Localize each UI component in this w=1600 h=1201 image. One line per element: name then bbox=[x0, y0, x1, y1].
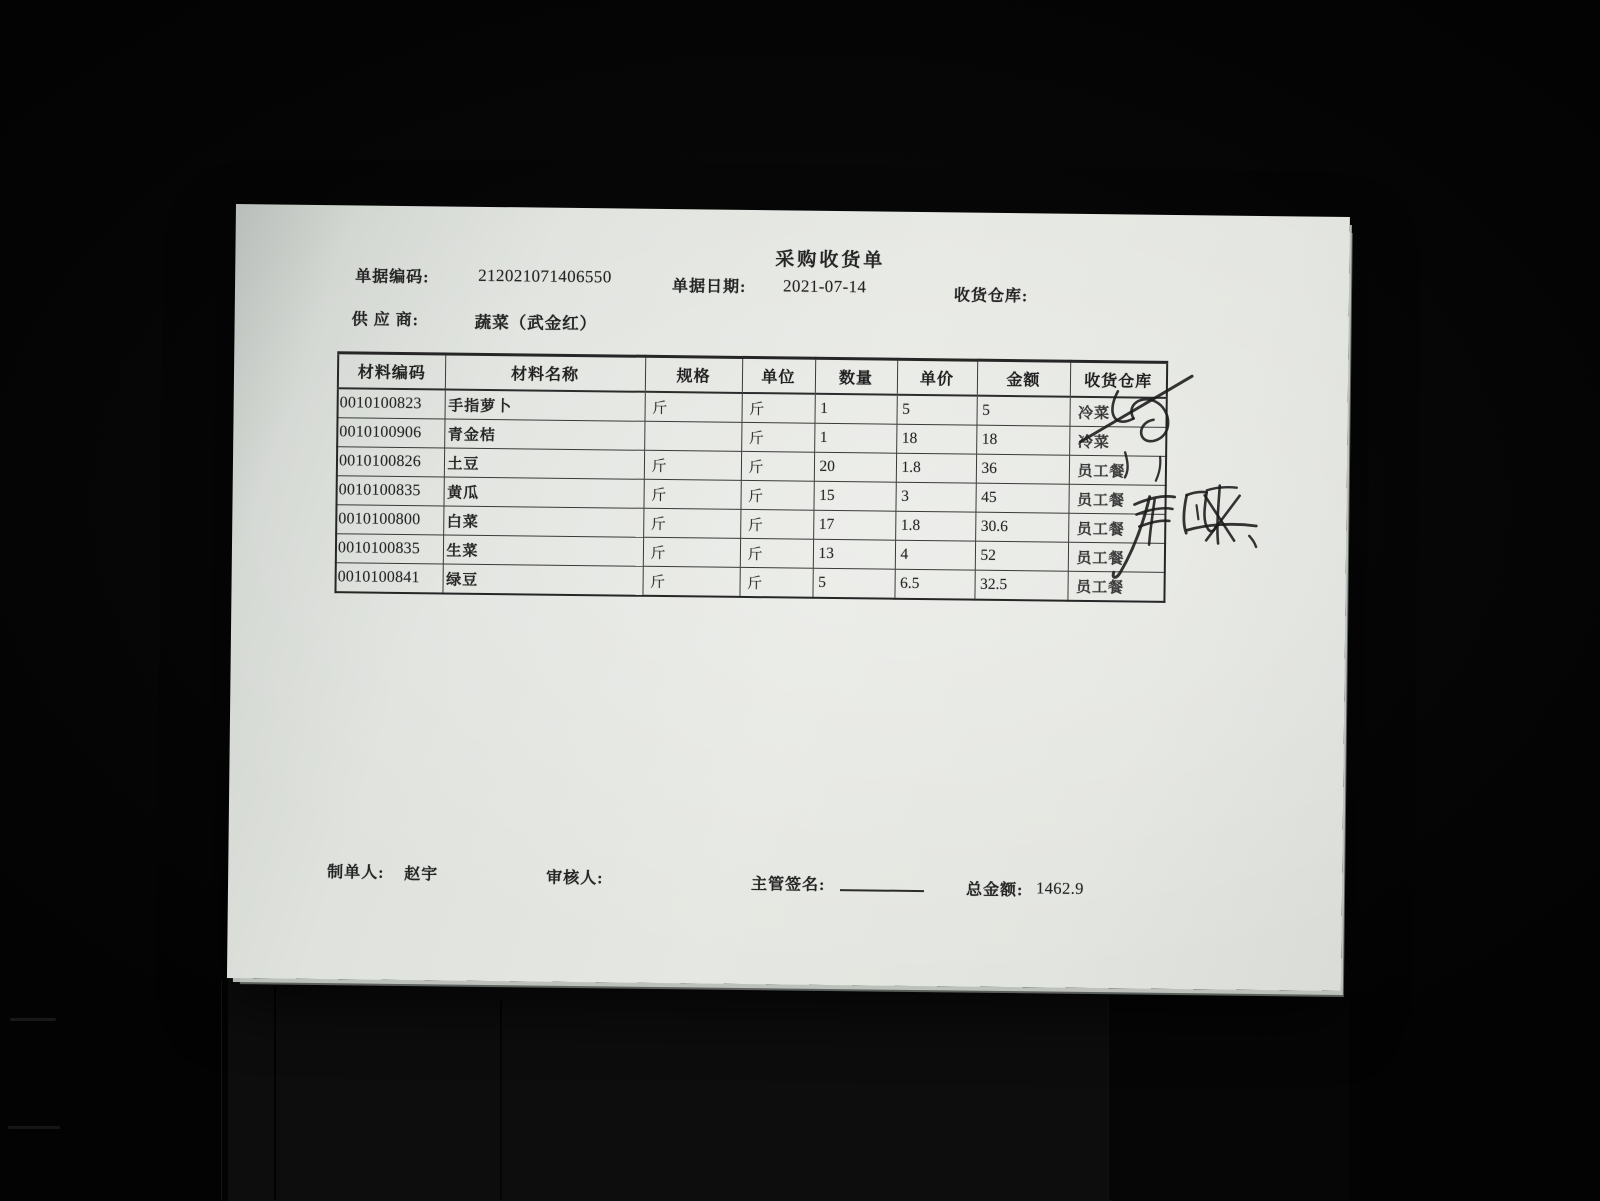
supplier-label: 供 应 商: bbox=[351, 311, 420, 330]
table-cell: 绿豆 bbox=[442, 564, 642, 596]
receipt-paper bbox=[227, 204, 1350, 991]
background-seam bbox=[274, 986, 276, 1200]
doc-date-value: 2021-07-14 bbox=[782, 276, 867, 297]
column-header: 单位 bbox=[742, 357, 815, 393]
table-cell: 斤 bbox=[643, 508, 740, 538]
signature-blank-line bbox=[840, 873, 924, 892]
total-label: 总金额: bbox=[965, 881, 1024, 900]
table-cell: 17 bbox=[813, 510, 895, 540]
doc-code-label: 单据编码: bbox=[355, 268, 430, 287]
table-cell: 18 bbox=[896, 424, 976, 454]
items-table-wrap bbox=[334, 351, 1168, 603]
doc-date-label: 单据日期: bbox=[671, 278, 747, 296]
doc-code-value: 212021071406550 bbox=[478, 265, 612, 287]
background-ridge bbox=[10, 1018, 56, 1021]
table-cell: 4 bbox=[895, 540, 975, 570]
table-cell: 斤 bbox=[740, 480, 813, 510]
background-edge-highlight bbox=[221, 980, 222, 1200]
table-cell: 1.8 bbox=[896, 453, 976, 483]
table-cell: 32.5 bbox=[974, 570, 1067, 601]
background-ridge bbox=[8, 1126, 60, 1129]
column-header: 金额 bbox=[977, 360, 1070, 397]
background-door-panel bbox=[228, 978, 1112, 1201]
table-cell: 0010100800 bbox=[336, 505, 443, 535]
table-cell: 斤 bbox=[741, 451, 814, 481]
table-cell: 5 bbox=[976, 396, 1069, 427]
maker-label: 制单人: bbox=[327, 864, 385, 882]
table-cell: 0010100826 bbox=[337, 447, 444, 477]
table-cell: 斤 bbox=[644, 450, 741, 480]
table-cell: 员工餐 bbox=[1068, 484, 1165, 514]
table-cell: 1 bbox=[814, 394, 896, 424]
table-cell: 斤 bbox=[642, 566, 739, 597]
table-cell: 20 bbox=[814, 452, 896, 482]
column-header: 数量 bbox=[815, 358, 897, 394]
table-cell: 员工餐 bbox=[1068, 542, 1165, 572]
table-cell: 5 bbox=[812, 568, 894, 598]
table-cell: 30.6 bbox=[975, 512, 1068, 542]
table-cell: 斤 bbox=[740, 509, 813, 539]
table-cell: 土豆 bbox=[444, 448, 644, 479]
table-cell: 52 bbox=[975, 541, 1068, 571]
table-cell: 6.5 bbox=[894, 569, 974, 599]
table-cell: 0010100835 bbox=[336, 476, 443, 506]
table-cell: 斤 bbox=[740, 538, 813, 568]
pen-signature-icon bbox=[1113, 484, 1257, 579]
doc-title: 采购收货单 bbox=[775, 249, 886, 272]
column-header: 收货仓库 bbox=[1070, 361, 1167, 398]
table-cell: 36 bbox=[976, 454, 1069, 484]
table-cell: 斤 bbox=[741, 393, 814, 423]
background-seam bbox=[500, 1000, 502, 1200]
handwritten-signature bbox=[1051, 342, 1269, 634]
table-cell: 冷菜 bbox=[1069, 397, 1166, 428]
table-cell: 手指萝卜 bbox=[445, 389, 645, 421]
background-dark-panel bbox=[1108, 962, 1349, 1200]
items-table bbox=[334, 351, 1168, 603]
table-cell: 斤 bbox=[643, 479, 740, 509]
table-cell: 员工餐 bbox=[1068, 513, 1165, 543]
maker-value: 赵宇 bbox=[404, 866, 439, 884]
table-cell: 斤 bbox=[739, 567, 812, 597]
table-cell bbox=[644, 421, 741, 451]
column-header: 材料编码 bbox=[338, 353, 445, 390]
table-cell: 1 bbox=[814, 423, 896, 453]
column-header: 材料名称 bbox=[445, 354, 645, 392]
table-cell: 0010100841 bbox=[335, 563, 442, 594]
table-cell: 5 bbox=[896, 395, 976, 425]
table-cell: 员工餐 bbox=[1069, 455, 1166, 485]
total-value: 1462.9 bbox=[1035, 878, 1084, 898]
table-cell: 黄瓜 bbox=[443, 477, 643, 508]
table-cell: 45 bbox=[975, 483, 1068, 513]
table-cell: 斤 bbox=[643, 537, 740, 567]
table-cell: 员工餐 bbox=[1067, 571, 1164, 602]
table-cell: 生菜 bbox=[443, 535, 643, 566]
column-header: 单价 bbox=[897, 359, 977, 395]
table-cell: 0010100835 bbox=[336, 534, 443, 564]
table-cell: 斤 bbox=[644, 392, 741, 423]
table-cell: 斤 bbox=[741, 422, 814, 452]
pen-flourish-icon bbox=[1080, 375, 1192, 481]
table-cell: 1.8 bbox=[895, 511, 975, 541]
table-cell: 0010100823 bbox=[338, 388, 445, 419]
supplier-value: 蔬菜（武金红） bbox=[474, 312, 598, 334]
table-cell: 13 bbox=[813, 539, 895, 569]
table-cell: 15 bbox=[813, 481, 895, 511]
column-header: 规格 bbox=[645, 356, 742, 393]
table-cell: 青金桔 bbox=[444, 419, 644, 450]
warehouse-label: 收货仓库: bbox=[953, 287, 1029, 306]
reviewer-label: 审核人: bbox=[546, 869, 604, 888]
table-cell: 白菜 bbox=[443, 506, 643, 537]
table-cell: 0010100906 bbox=[337, 418, 444, 448]
table-cell: 冷菜 bbox=[1069, 426, 1166, 456]
supervisor-sign-label: 主管签名: bbox=[750, 876, 826, 894]
table-cell: 18 bbox=[976, 425, 1069, 455]
table-cell: 3 bbox=[895, 482, 975, 512]
